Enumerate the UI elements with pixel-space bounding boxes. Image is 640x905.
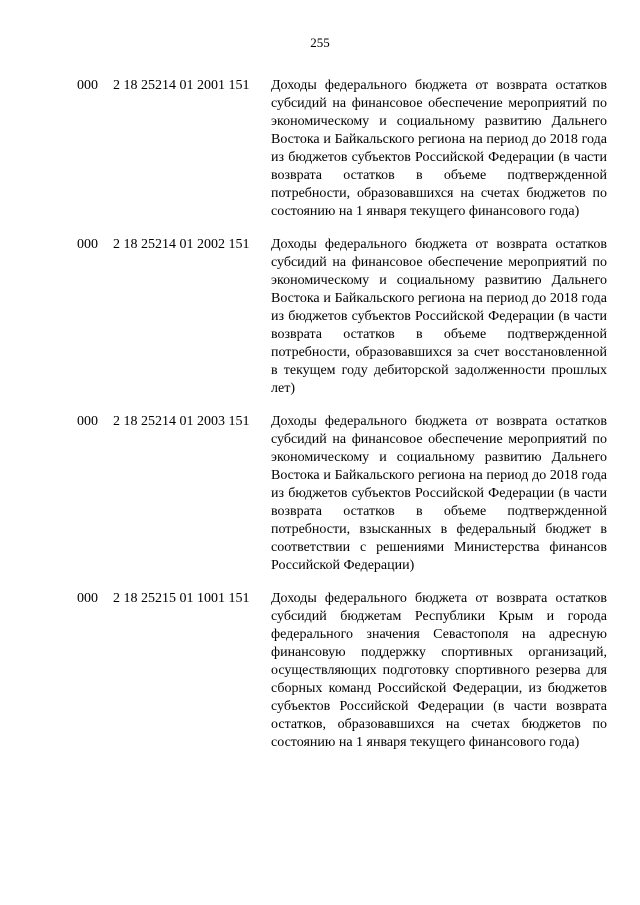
budget-classification-code: 2 18 25214 01 2003 151 [113,414,250,429]
budget-code-entry [0,236,640,398]
administrator-code: 000 [77,591,98,606]
income-description: Доходы федерального бюджета от возврата остатков субсидий на финансовое обеспечение мероприятий по экономическому и социальному развитию Дальнего Востока и Байкальского региона на период до 2018 года из бюджетов субъектов Российской Федерации (в части возврата остатков в объеме подтвержденной потребности, образовавшихся за счет восстановленной в текущем году дебиторской задолженности прошлых лет) [271,237,607,396]
budget-code-entry [0,413,640,575]
budget-classification-code: 2 18 25215 01 1001 151 [113,591,250,606]
budget-code-entry [0,590,640,752]
budget-classification-code: 2 18 25214 01 2002 151 [113,237,250,252]
administrator-code: 000 [77,78,98,93]
income-description: Доходы федерального бюджета от возврата остатков субсидий на финансовое обеспечение мероприятий по экономическому и социальному развитию Дальнего Востока и Байкальского региона на период до 2018 года из бюджетов субъектов Российской Федерации (в части возврата остатков в объеме подтвержденной потребности, взысканных в федеральный бюджет в соответствии с решениями Министерства финансов Российской Федерации) [271,414,607,573]
budget-code-entry [0,77,640,221]
income-description: Доходы федерального бюджета от возврата остатков субсидий на финансовое обеспечение мероприятий по экономическому и социальному развитию Дальнего Востока и Байкальского региона на период до 2018 года из бюджетов субъектов Российской Федерации (в части возврата остатков в объеме подтвержденной потребности, образовавшихся на счетах бюджетов по состоянию на 1 января текущего финансового года) [271,78,607,219]
administrator-code: 000 [77,414,98,429]
budget-classification-code: 2 18 25214 01 2001 151 [113,78,250,93]
page-number: 255 [310,35,330,50]
administrator-code: 000 [77,237,98,252]
budget-code-list [0,77,640,767]
income-description: Доходы федерального бюджета от возврата остатков субсидий бюджетам Республики Крым и города федерального значения Севастополя на адресную финансовую поддержку спортивных организаций, осуществляющих подготовку спортивного резерва для сборных команд Российской Федерации, из бюджетов субъектов Российской Федерации (в части возврата остатков, образовавшихся на счетах бюджетов по состоянию на 1 января текущего финансового года) [271,591,607,750]
